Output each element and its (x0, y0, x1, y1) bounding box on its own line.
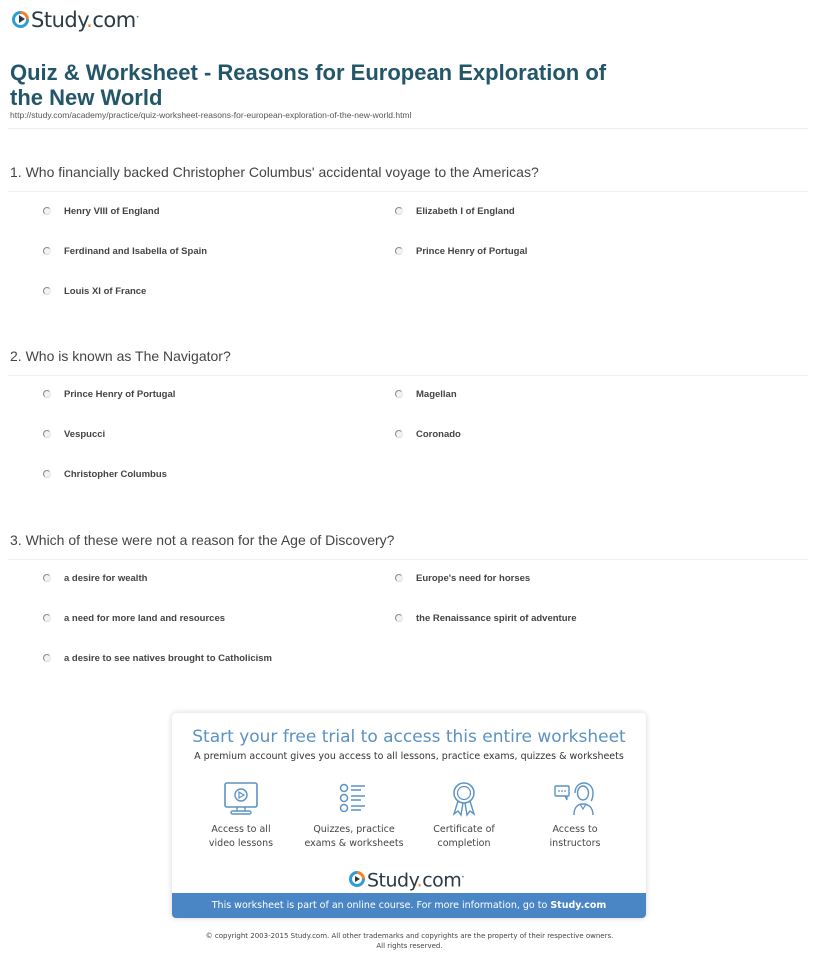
logo-wordmark: Study.com• (367, 869, 465, 892)
page-title: Quiz & Worksheet - Reasons for European Exploration of the New World (10, 60, 607, 110)
page-url: http://study.com/academy/practice/quiz-worksheet-reasons-for-european-exploration-of-the-new-world.html (10, 110, 412, 120)
radio-button[interactable] (43, 287, 51, 295)
radio-button[interactable] (43, 470, 51, 478)
video-monitor-icon (221, 781, 261, 817)
answer-option[interactable]: a desire for wealth (43, 571, 147, 585)
study-com-logo[interactable] (12, 6, 139, 32)
radio-button[interactable] (43, 430, 51, 438)
radio-button[interactable] (395, 614, 403, 622)
answer-option[interactable]: Henry VIII of England (43, 204, 160, 218)
question-divider (8, 559, 808, 560)
answer-option[interactable]: Europe's need for horses (395, 571, 530, 585)
free-trial-title[interactable]: Start your free trial to access this entire worksheet (192, 727, 626, 747)
answer-option[interactable]: Elizabeth I of England (395, 204, 515, 218)
feature-quizzes: Quizzes, practice exams & worksheets (299, 781, 409, 851)
radio-button[interactable] (43, 207, 51, 215)
course-info-bar: This worksheet is part of an online course. For more information, go to Study.com (172, 893, 646, 918)
free-trial-card[interactable] (172, 713, 646, 918)
study-com-logo-card[interactable] (349, 867, 464, 891)
radio-button[interactable] (43, 390, 51, 398)
radio-button[interactable] (395, 247, 403, 255)
instructor-chat-icon (553, 781, 597, 817)
study-com-link[interactable]: Study.com (550, 900, 607, 911)
logo-wordmark: Study.com• (31, 8, 139, 32)
feature-certificate: Certificate of completion (409, 781, 519, 851)
answer-option[interactable]: the Renaissance spirit of adventure (395, 611, 577, 625)
header-divider (8, 128, 808, 129)
radio-button[interactable] (395, 574, 403, 582)
answer-option[interactable]: Christopher Columbus (43, 467, 167, 481)
radio-button[interactable] (43, 574, 51, 582)
play-circle-logo-icon (349, 871, 365, 887)
answer-option[interactable]: Prince Henry of Portugal (395, 244, 527, 258)
radio-button[interactable] (43, 614, 51, 622)
feature-instructors: Access to instructors (520, 781, 630, 851)
answer-option[interactable]: Magellan (395, 387, 457, 401)
free-trial-subtitle: A premium account gives you access to all lessons, practice exams, quizzes & worksheets (194, 751, 624, 762)
play-circle-logo-icon (12, 11, 29, 28)
answer-option[interactable]: a need for more land and resources (43, 611, 225, 625)
radio-button[interactable] (395, 430, 403, 438)
question-divider (8, 191, 808, 192)
radio-button[interactable] (395, 207, 403, 215)
question-text: 1. Who financially backed Christopher Columbus' accidental voyage to the Americas? (10, 164, 539, 180)
feature-video-lessons: Access to all video lessons (186, 781, 296, 851)
answer-option[interactable]: Coronado (395, 427, 461, 441)
question-text: 3. Which of these were not a reason for the Age of Discovery? (10, 532, 395, 548)
answer-option[interactable]: Louis XI of France (43, 284, 146, 298)
copyright-notice: © copyright 2003-2015 Study.com. All other trademarks and copyrights are the property of their respective owners. All rights reserved. (205, 932, 614, 950)
radio-button[interactable] (43, 247, 51, 255)
answer-option[interactable]: a desire to see natives brought to Catholicism (43, 651, 272, 665)
certificate-ribbon-icon (444, 781, 484, 817)
question-divider (8, 375, 808, 376)
answer-option[interactable]: Ferdinand and Isabella of Spain (43, 244, 207, 258)
answer-option[interactable]: Vespucci (43, 427, 105, 441)
question-text: 2. Who is known as The Navigator? (10, 348, 231, 364)
quiz-list-icon (334, 781, 374, 817)
radio-button[interactable] (395, 390, 403, 398)
radio-button[interactable] (43, 654, 51, 662)
answer-option[interactable]: Prince Henry of Portugal (43, 387, 175, 401)
